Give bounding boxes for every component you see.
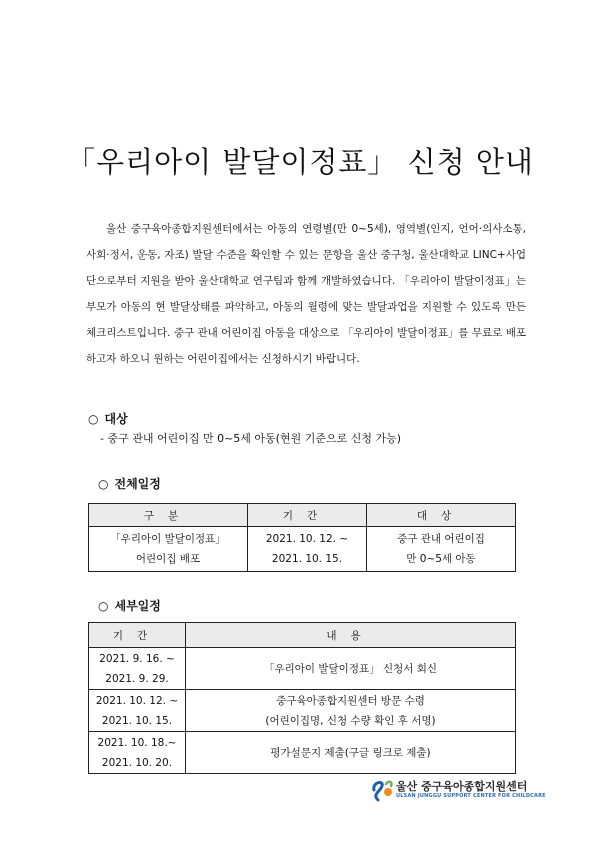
intro-paragraph	[86, 216, 526, 372]
detail-schedule-heading	[98, 597, 161, 614]
content-cell	[186, 732, 516, 774]
header-category: 구분	[89, 504, 248, 527]
content-cell	[186, 648, 516, 690]
table-header-row	[89, 504, 516, 527]
circle-bullet-icon: ○	[98, 599, 109, 613]
logo-leaf-green	[386, 782, 392, 786]
target-line-2: 만 0~5세 아동	[406, 553, 476, 565]
period-line-2: 2021. 10. 15.	[271, 553, 343, 565]
period-line-1: 2021. 10. 12. ~	[95, 694, 179, 707]
period-cell	[89, 732, 186, 774]
period-line-2: 2021. 9. 29.	[105, 672, 169, 685]
header-target: 대상	[367, 504, 516, 527]
overall-schedule-heading	[98, 475, 161, 492]
target-cell	[367, 527, 516, 572]
logo-english-name: ULSAN JUNGGU SUPPORT CENTER FOR CHILDCARE	[396, 793, 546, 799]
logo-swirl-blue	[374, 783, 382, 800]
detail-heading-label: 세부일정	[114, 599, 161, 613]
detail-schedule-table	[88, 622, 516, 774]
period-line-2: 2021. 10. 20.	[101, 756, 173, 769]
content-line-1: 중구육아종합지원센터 방문 수령	[276, 694, 425, 707]
content-line-2: (어린이집명, 신청 수량 확인 후 서명)	[265, 714, 436, 727]
period-line-2: 2021. 10. 15.	[101, 714, 173, 727]
circle-bullet-icon: ○	[98, 477, 109, 491]
intro-text: 울산 중구육아종합지원센터에서는 아동의 연령별(만 0~5세), 영역별(인지, 언어·의사소통, 사회·정서, 운동, 자조) 발달 수준을 확인할 수 있는 문항을 울산 중구청, 울산대학교 LINC+사업단으로부터 지원을 받아 울산대학교 연구팀과 함께 개발하였습니다. 「우리아이 발달이정표」는 부모가 아동의 현 발달상태를 파악하고, 아동의 월령에 맞는 발달과업을 지원할 수 있도록 만든 체크리스트입니다. 중구 관내 어린이집 아동을 대상으로 「우리아이 발달이정표」를 무료로 배포하고자 하오니 원하는 어린이집에서는 신청하시기 바랍니다.	[86, 223, 526, 365]
logo-dot-orange	[384, 788, 392, 796]
category-line-1: 「우리아이 발달이정표」	[110, 533, 226, 545]
period-cell	[248, 527, 367, 572]
table-header-row	[89, 623, 516, 648]
header-content: 내용	[186, 623, 516, 648]
page-title: 「우리아이 발달이정표」 신청 안내	[66, 145, 534, 179]
content-line-1: 평가설문지 제출(구글 링크로 제출)	[270, 746, 431, 759]
overall-schedule-table	[88, 503, 516, 572]
circle-bullet-icon: ○	[88, 412, 99, 426]
header-period: 기간	[248, 504, 367, 527]
target-section-heading	[88, 410, 128, 427]
table-row	[89, 648, 516, 690]
target-line-1: 중구 관내 어린이집	[397, 533, 485, 545]
period-line-1: 2021. 10. 18.~	[97, 736, 177, 749]
category-cell	[89, 527, 248, 572]
table-row	[89, 732, 516, 774]
target-description: - 중구 관내 어린이집 만 0~5세 아동(현원 기준으로 신청 가능)	[100, 432, 402, 445]
content-line-1: 「우리아이 발달이정표」 신청서 회신	[263, 662, 437, 675]
overall-heading-label: 전체일정	[114, 477, 161, 491]
category-line-2: 어린이집 배포	[135, 553, 201, 565]
header-period: 기간	[89, 623, 186, 648]
period-line-1: 2021. 10. 12. ~	[265, 533, 349, 545]
period-line-1: 2021. 9. 16. ~	[99, 652, 175, 665]
content-cell	[186, 690, 516, 732]
table-row	[89, 527, 516, 572]
logo-korean-name: 울산 중구육아종합지원센터	[396, 780, 528, 793]
period-cell	[89, 648, 186, 690]
target-heading-label: 대상	[104, 412, 128, 426]
table-row	[89, 690, 516, 732]
period-cell	[89, 690, 186, 732]
